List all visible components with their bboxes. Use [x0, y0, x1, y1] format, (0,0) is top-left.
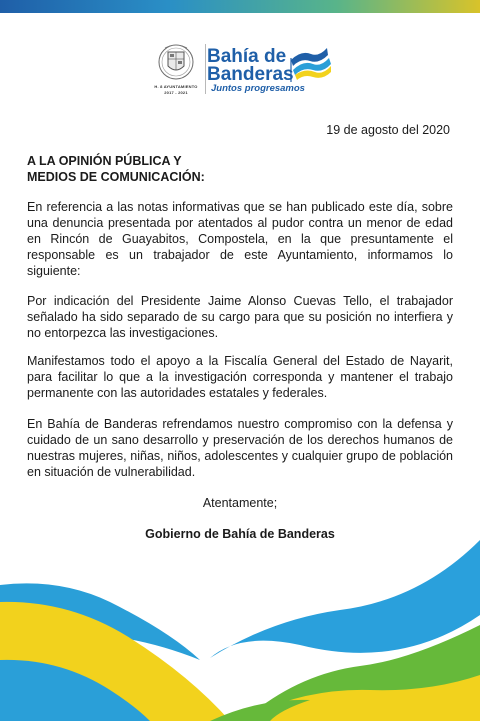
decorative-waves [0, 540, 480, 721]
paragraph-3: Manifestamos todo el apoyo a la Fiscalía General del Estado de Nayarit, para facilitar lo que a la investigación corresponda y mantener el trabajo permanente con las autoridades estatales y federales. [27, 354, 453, 400]
closing: Atentamente; [202, 496, 278, 510]
brand-line1: Bahía de [207, 46, 287, 67]
brand-line2: Banderas [207, 64, 294, 85]
seal-caption: H. 8 AYUNTAMIENTO [154, 84, 198, 89]
waving-flags-icon [291, 48, 331, 82]
paragraph-2: Por indicación del Presidente Jaime Alonso Cuevas Tello, el trabajador señalado ha sido separado de su cargo para que su posición no interfiera y no entorpezca las investigaciones. [27, 294, 453, 340]
signature: Gobierno de Bahía de Banderas [145, 527, 335, 541]
paragraph-1: En referencia a las notas informativas que se han publicado este día, sobre una denuncia presentada por atentados al pudor contra un menor de edad en Rincón de Guayabitos, Compostela, en la que presuntamente el responsable es un trabajador de este Ayuntamiento, informamos lo siguiente: [27, 200, 453, 278]
addressee-line2: MEDIOS DE COMUNICACIÓN: [27, 170, 205, 184]
letterhead [0, 40, 480, 102]
addressee-line1: A LA OPINIÓN PÚBLICA Y [27, 154, 182, 168]
bahia-de-banderas-logo [207, 42, 337, 94]
header-divider [205, 44, 206, 94]
paragraph-4: En Bahía de Banderas refrendamos nuestro compromiso con la defensa y cuidado de un sano desarrollo y preservación de los derechos humanos de nuestras mujeres, niñas, niños, adolescentes y cualquier grupo de población en situación de vulnerabilidad. [27, 417, 453, 479]
top-gradient-bar [0, 0, 480, 13]
tagline: Juntos progresamos [211, 83, 305, 94]
addressee [27, 153, 457, 185]
seal-period: 2017 - 2021 [164, 90, 188, 95]
letter-date: 19 de agosto del 2020 [326, 123, 450, 137]
